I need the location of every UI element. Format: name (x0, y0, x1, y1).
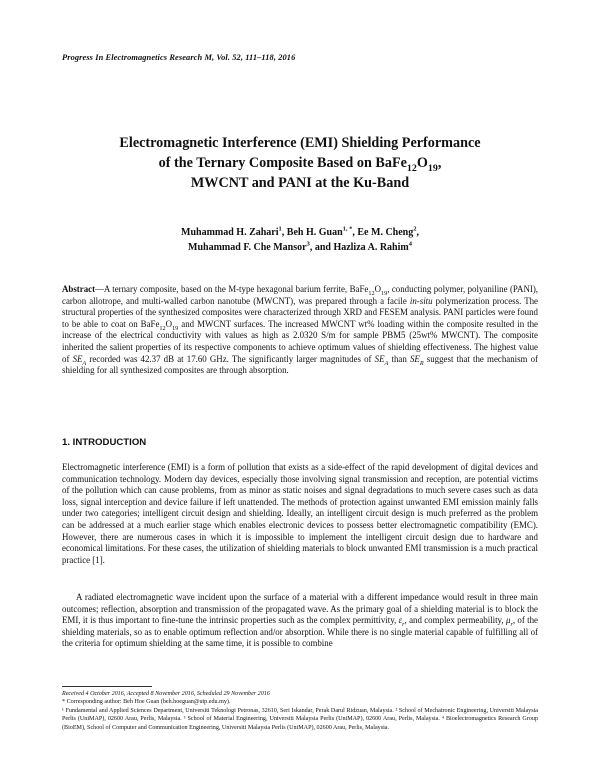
author-separator: , (352, 227, 358, 238)
abstract-label: Abstract (62, 284, 96, 294)
subscript: 19 (380, 289, 388, 297)
author-name: Muhammad F. Che Mansor (188, 242, 307, 253)
math-symbol: SE (72, 353, 83, 364)
abstract-text: , conducting polymer, polyaniline (PANI), carbon allotrope, and multi-walled carbon nanotube (MWCNT), was prepared through a facile (62, 284, 539, 306)
intro-paragraph-2 (62, 592, 538, 650)
math-symbol: μ (505, 615, 511, 626)
math-symbol: SE (374, 353, 385, 364)
author-separator: , (281, 227, 287, 238)
abstract-text: than (388, 353, 410, 364)
title-text: of the Ternary Composite Based on BaFe (158, 155, 407, 171)
subscript: r (402, 620, 405, 628)
affiliation-mark: 1 (278, 225, 282, 233)
author-list (60, 225, 540, 255)
title-line-3: MWCNT and PANI at the Ku-Band (190, 175, 410, 191)
title-line-2 (60, 153, 540, 173)
author-line-2 (60, 240, 540, 255)
abstract-italic: in-situ (409, 295, 433, 306)
abstract-dash: — (95, 284, 104, 294)
footnote-divider (62, 686, 152, 687)
intro-paragraph-1: Electromagnetic interference (EMI) is a form of pollution that exists as a side-effect of the rapid development of digital devices and communication technology. Modern day devices, especially those involving signal transmission and reception, are potential victims of the pollution which can cause problems, from as minor as static noises and signal degradations to much severe cases such as data loss, signal interception and device failure if left unattended. The methods of protection against unwanted EMI emission mainly falls under two categories; intelligent circuit design and shielding. Ideally, an intelligent circuit design is much preferred as the problem can be addressed at a much earlier stage which enables electronic devices to possess better electromagnetic compatibility (EMC). However, there are numerous cases in which it is impossible to implement the intelligent circuit design due to hardware and economical limitations. For these cases, the utilization of shielding materials to block unwanted EMI transmission is a much practical practice [1]. (62, 462, 538, 565)
abstract-text: O (374, 284, 381, 294)
abstract-text: O (165, 318, 173, 329)
author-name: Muhammad H. Zahari (181, 227, 279, 238)
abstract-text: polymerization process. The structural properties of the synthesized composites were characterized through XRD and FESEM analysis. PANI particles were found to be able to coat on BaFe (62, 295, 538, 329)
journal-header: Progress In Electromagnetics Research M, Vol. 52, 111–118, 2016 (62, 53, 296, 62)
author-separator: , and (309, 242, 334, 253)
affiliation-mark: 1, * (342, 225, 353, 233)
author-name: Ee M. Cheng (357, 227, 414, 238)
subscript: A (384, 359, 389, 367)
corresponding-author: * Corresponding author: Beh Hoe Guan (beh.hoeguan@utp.edu.my). (62, 699, 231, 706)
title-line-1: Electromagnetic Interference (EMI) Shielding Performance (119, 135, 481, 151)
body-text: , of the shielding materials, so as to enable optimum reflection and/or absorption. While there is no single material capable of fulfilling all of the criteria for optimum shielding at the same time, it is possible to combine (62, 615, 538, 649)
title-text: O (416, 155, 428, 171)
received-dates: Received 4 October 2016, Accepted 8 November 2016, Scheduled 29 November 2016 (62, 691, 270, 697)
abstract (62, 284, 538, 377)
subscript: 12 (368, 289, 375, 297)
abstract-text: recorded was 42.37 dB at 17.60 GHz. The significantly larger magnitudes of (86, 353, 375, 364)
subscript: 19 (172, 324, 179, 332)
body-text: , and complex permeability, (404, 615, 506, 626)
subscript: 19 (427, 162, 438, 174)
subscript: 12 (406, 162, 417, 174)
affiliation-mark: 3 (306, 240, 310, 248)
author-name: Beh H. Guan (286, 227, 343, 238)
math-symbol: SE (409, 353, 420, 364)
section-heading: 1. INTRODUCTION (62, 437, 147, 448)
affiliation-mark: 2 (413, 225, 417, 233)
abstract-text: and MWCNT surfaces. The increased MWCNT wt% loading within the composite resulted in the increase of the electrical conductivity with values as high as 2.0320 S/m for sample PBM5 (25wt% MWCNT). The composite inherited the salient properties of its respective components to achieve optimum values of shielding effectiveness. The highest value of (62, 318, 539, 364)
title-text: , (437, 155, 442, 171)
body-text: A radiated electromagnetic wave incident upon the surface of a material with a different impedance would result in three main outcomes; reflection, absorption and transmission of the propagated wave. As the primary goal of a shielding material is to block the EMI, it is thus important to fine-tune the intrinsic properties such as the complex permittivity, (62, 592, 538, 626)
abstract-text: A ternary composite, based on the M-type hexagonal barium ferrite, BaFe (103, 284, 369, 294)
math-symbol: ε (398, 615, 403, 626)
subscript: R (419, 359, 424, 367)
affiliations: ¹ Fundamental and Applied Sciences Department, Universiti Teknologi Petronas, 32610, Seri Iskandar, Perak Darul Ridzuan, Malaysia. ² School of Mechatronic Engineering, Universiti Malaysia Perlis (UniMAP), 02600 Arau, Perlis, Malaysia. ³ School of Material Engineering, Universiti Malaysia Perlis (UniMAP), 02600 Arau, Perlis, Malaysia. ⁴ Bioelectromagnetics Research Group (BioEM), School of Computer and Communication Engineering, Universiti Malaysia Perlis (UniMAP), 02600 Arau, Perlis, Malaysia. (62, 707, 538, 731)
footnotes (62, 690, 538, 732)
subscript: 12 (159, 324, 166, 332)
affiliation-mark: 4 (408, 240, 412, 248)
abstract-text: suggest that the mechanism of shielding for all synthesized composites are through absorption. (62, 353, 539, 376)
subscript: A (82, 359, 87, 367)
subscript: r (510, 620, 513, 628)
paper-title (60, 133, 540, 193)
author-line-1: Muhammad H. Zahari$^1$, Beh H. Guan$^{1, *}$, Ee M. Cheng$^2$, (181, 225, 419, 238)
author-name: Hazliza A. Rahim (333, 242, 409, 253)
